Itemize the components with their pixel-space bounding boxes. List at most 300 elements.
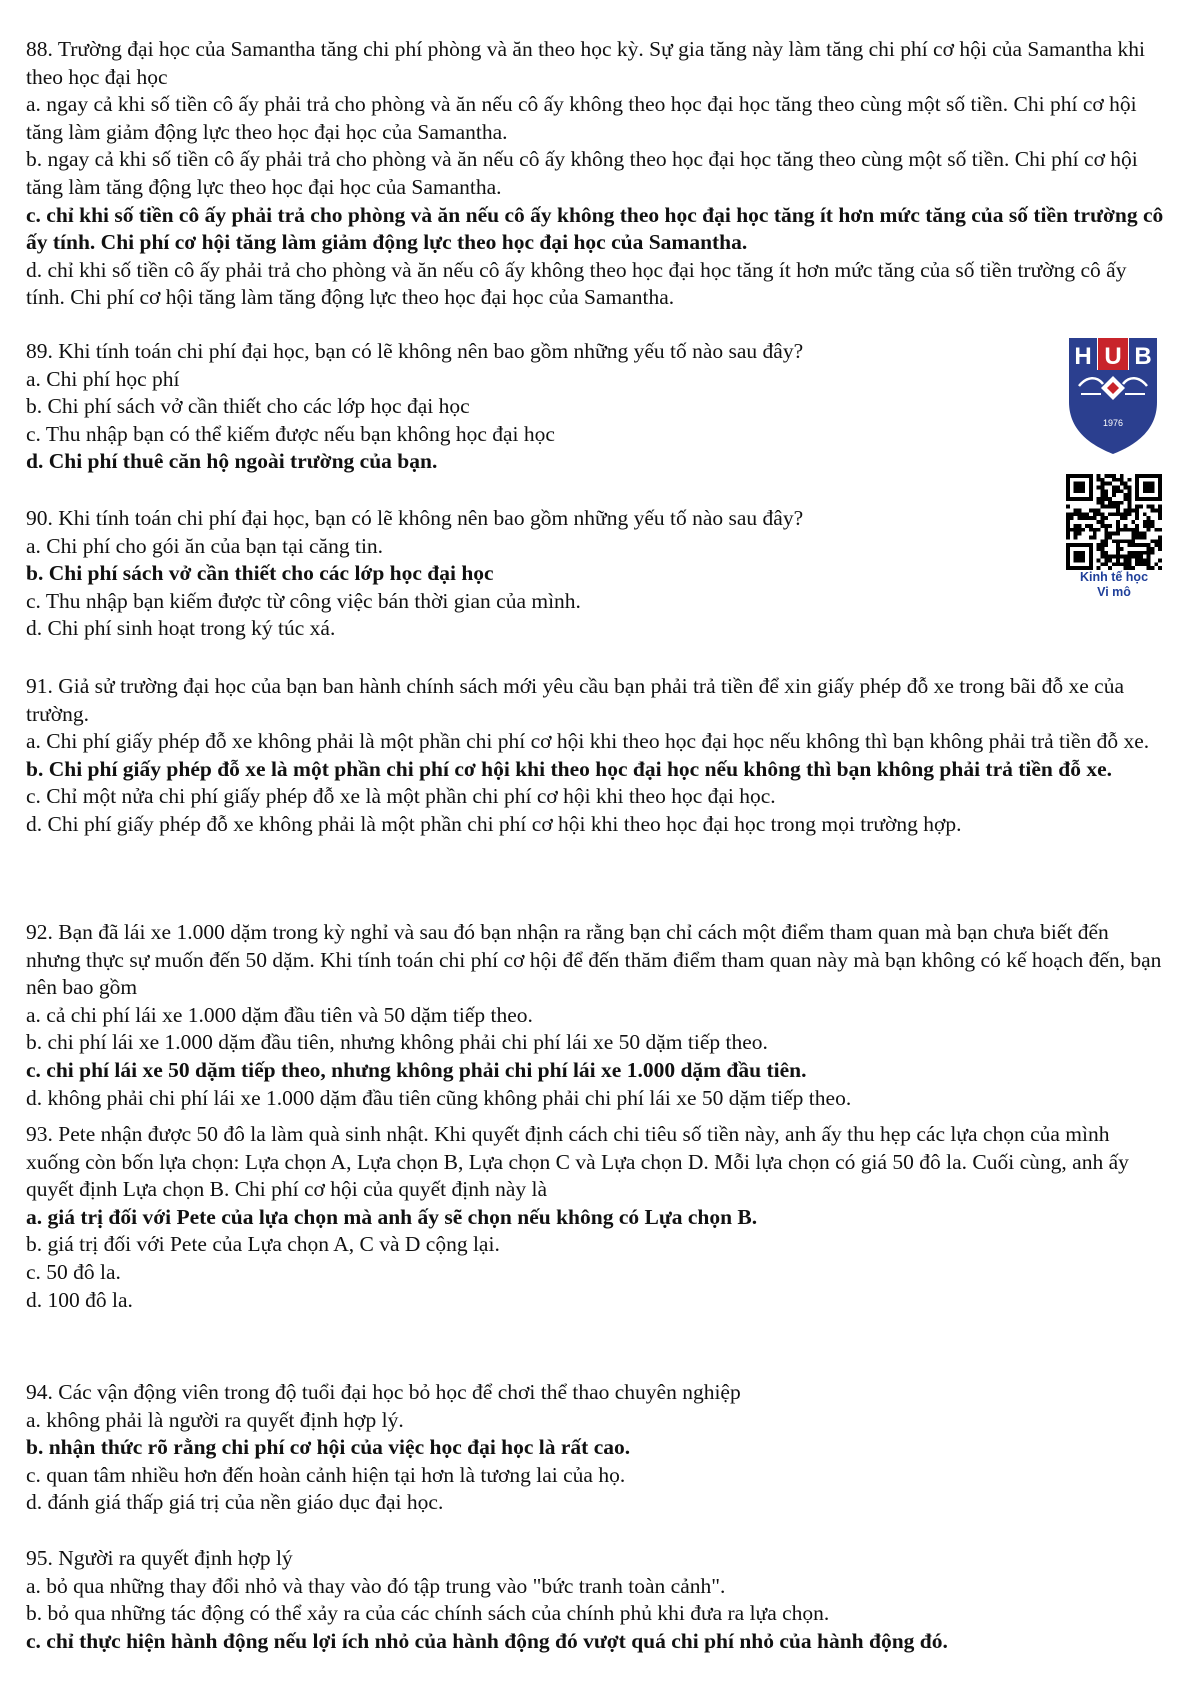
qr-finder-inner bbox=[1074, 482, 1086, 494]
qr-module bbox=[1158, 566, 1162, 570]
qr-module bbox=[1147, 547, 1151, 551]
logo-letter-h: H bbox=[1074, 343, 1092, 370]
question-94 bbox=[26, 1379, 1166, 1517]
qr-module bbox=[1120, 528, 1124, 532]
option-b-answer: b. Chi phí sách vở cần thiết cho các lớp học đại học bbox=[26, 561, 494, 586]
qr-module bbox=[1066, 528, 1070, 532]
qr-module bbox=[1120, 501, 1124, 505]
qr-module bbox=[1112, 489, 1116, 493]
qr-module bbox=[1085, 524, 1089, 528]
option-b: b. bỏ qua những tác động có thể xảy ra của các chính sách của chính phủ khi đưa ra lựa chọn. bbox=[26, 1601, 830, 1626]
qr-module bbox=[1078, 516, 1082, 520]
qr-module bbox=[1124, 539, 1128, 543]
qr-module bbox=[1097, 558, 1101, 562]
option-d: d. Chi phí sinh hoạt trong ký túc xá. bbox=[26, 616, 336, 641]
qr-module bbox=[1116, 547, 1120, 551]
question-90 bbox=[26, 505, 1026, 643]
qr-module bbox=[1158, 516, 1162, 520]
qr-module bbox=[1143, 558, 1147, 562]
qr-module bbox=[1066, 524, 1070, 528]
qr-module bbox=[1101, 539, 1105, 543]
option-b: b. giá trị đối với Pete của Lựa chọn A, C và D cộng lại. bbox=[26, 1232, 500, 1257]
qr-caption-subtitle: Vi mô bbox=[1097, 585, 1131, 599]
qr-module bbox=[1131, 528, 1135, 532]
qr-module bbox=[1150, 566, 1154, 570]
option-d: d. không phải chi phí lái xe 1.000 dặm đầu tiên cũng không phải chi phí lái xe 50 dặm tiếp theo. bbox=[26, 1085, 852, 1110]
qr-module bbox=[1158, 528, 1162, 532]
qr-module bbox=[1081, 528, 1085, 532]
qr-module bbox=[1135, 558, 1139, 562]
qr-module bbox=[1104, 516, 1108, 520]
qr-module bbox=[1158, 547, 1162, 551]
option-d: d. đánh giá thấp giá trị của nền giáo dục đại học. bbox=[26, 1490, 444, 1515]
qr-module bbox=[1101, 551, 1105, 555]
qr-module bbox=[1104, 474, 1108, 478]
qr-module bbox=[1112, 555, 1116, 559]
qr-module bbox=[1093, 516, 1097, 520]
qr-module bbox=[1089, 528, 1093, 532]
qr-module bbox=[1131, 535, 1135, 539]
qr-module bbox=[1104, 524, 1108, 528]
qr-module bbox=[1158, 535, 1162, 539]
qr-module bbox=[1147, 520, 1151, 524]
option-a: a. Chi phí giấy phép đỗ xe không phải là một phần chi phí cơ hội khi theo học đại học nếu không thì bạn không phải trả tiền đỗ xe. bbox=[26, 729, 1150, 754]
qr-module bbox=[1120, 555, 1124, 559]
qr-module bbox=[1112, 505, 1116, 509]
qr-module bbox=[1097, 543, 1101, 547]
qr-module bbox=[1104, 539, 1108, 543]
qr-module bbox=[1127, 528, 1131, 532]
qr-module bbox=[1116, 528, 1120, 532]
question-93 bbox=[26, 1121, 1166, 1314]
qr-module bbox=[1143, 562, 1147, 566]
option-c: c. Thu nhập bạn kiếm được từ công việc bán thời gian của mình. bbox=[26, 588, 581, 613]
qr-module bbox=[1154, 509, 1158, 513]
qr-module bbox=[1135, 512, 1139, 516]
qr-module bbox=[1147, 524, 1151, 528]
qr-module bbox=[1104, 551, 1108, 555]
qr-module bbox=[1078, 524, 1082, 528]
qr-module bbox=[1116, 551, 1120, 555]
qr-module bbox=[1101, 562, 1105, 566]
qr-module bbox=[1135, 562, 1139, 566]
qr-module bbox=[1101, 505, 1105, 509]
qr-module bbox=[1124, 516, 1128, 520]
qr-module bbox=[1089, 524, 1093, 528]
question-stem: 90. Khi tính toán chi phí đại học, bạn có lẽ không nên bao gồm những yếu tố nào sau đây? bbox=[26, 506, 804, 530]
qr-module bbox=[1108, 505, 1112, 509]
qr-module bbox=[1116, 562, 1120, 566]
qr-module bbox=[1108, 501, 1112, 505]
qr-module bbox=[1101, 486, 1105, 490]
logo-year: 1976 bbox=[1102, 418, 1124, 428]
qr-module bbox=[1097, 501, 1101, 505]
qr-module bbox=[1127, 489, 1131, 493]
qr-module bbox=[1104, 535, 1108, 539]
qr-module bbox=[1101, 547, 1105, 551]
qr-module bbox=[1135, 555, 1139, 559]
option-a: a. không phải là người ra quyết định hợp lý. bbox=[26, 1407, 404, 1432]
qr-module bbox=[1097, 520, 1101, 524]
qr-module bbox=[1135, 543, 1139, 547]
qr-module bbox=[1120, 478, 1124, 482]
option-d: d. 100 đô la. bbox=[26, 1287, 133, 1312]
qr-module bbox=[1154, 539, 1158, 543]
qr-module bbox=[1116, 558, 1120, 562]
qr-module bbox=[1147, 528, 1151, 532]
qr-module bbox=[1085, 512, 1089, 516]
qr-module bbox=[1154, 528, 1158, 532]
qr-module bbox=[1147, 543, 1151, 547]
qr-module bbox=[1074, 535, 1078, 539]
option-c-answer: c. chỉ khi số tiền cô ấy phải trả cho phòng và ăn nếu cô ấy không theo học đại học tăng ít hơn mức tăng của số tiền trường cô ấy tính. Chi phí cơ hội tăng làm giảm động lực theo học đại học của Samantha. bbox=[26, 202, 1164, 255]
qr-module bbox=[1116, 539, 1120, 543]
qr-module bbox=[1116, 478, 1120, 482]
qr-module bbox=[1089, 509, 1093, 513]
qr-module bbox=[1108, 532, 1112, 536]
qr-module bbox=[1147, 551, 1151, 555]
qr-module bbox=[1120, 547, 1124, 551]
qr-module bbox=[1104, 555, 1108, 559]
qr-module bbox=[1101, 516, 1105, 520]
qr-module bbox=[1066, 520, 1070, 524]
question-92 bbox=[26, 919, 1166, 1112]
qr-module bbox=[1120, 489, 1124, 493]
qr-module bbox=[1124, 558, 1128, 562]
qr-module bbox=[1112, 478, 1116, 482]
qr-module bbox=[1127, 478, 1131, 482]
option-d: d. Chi phí giấy phép đỗ xe không phải là một phần chi phí cơ hội khi theo học đại học trong mọi trường hợp. bbox=[26, 811, 962, 836]
qr-module bbox=[1120, 512, 1124, 516]
qr-module bbox=[1120, 516, 1124, 520]
qr-module bbox=[1074, 524, 1078, 528]
qr-module bbox=[1127, 558, 1131, 562]
qr-module bbox=[1116, 512, 1120, 516]
qr-module bbox=[1097, 486, 1101, 490]
qr-module bbox=[1104, 497, 1108, 501]
question-stem: 88. Trường đại học của Samantha tăng chi phí phòng và ăn theo học kỳ. Sự gia tăng này làm tăng chi phí cơ hội của Samantha khi theo học đại học bbox=[26, 37, 1146, 89]
qr-module bbox=[1131, 532, 1135, 536]
option-b: b. chi phí lái xe 1.000 dặm đầu tiên, nhưng không phải chi phí lái xe 50 dặm tiếp theo. bbox=[26, 1030, 768, 1055]
qr-module bbox=[1112, 562, 1116, 566]
qr-module bbox=[1131, 543, 1135, 547]
qr-module bbox=[1116, 486, 1120, 490]
qr-module bbox=[1104, 543, 1108, 547]
qr-module bbox=[1147, 555, 1151, 559]
logo-letter-b: B bbox=[1134, 343, 1152, 370]
question-stem: 94. Các vận động viên trong độ tuổi đại học bỏ học để chơi thể thao chuyên nghiệp bbox=[26, 1380, 741, 1404]
option-c-answer: c. chi phí lái xe 50 dặm tiếp theo, nhưng không phải chi phí lái xe 1.000 dặm đầu tiên. bbox=[26, 1057, 807, 1082]
qr-module bbox=[1143, 551, 1147, 555]
qr-module bbox=[1127, 551, 1131, 555]
qr-module bbox=[1158, 505, 1162, 509]
option-a: a. bỏ qua những thay đổi nhỏ và thay vào đó tập trung vào "bức tranh toàn cảnh". bbox=[26, 1573, 726, 1598]
qr-module bbox=[1120, 562, 1124, 566]
qr-module bbox=[1135, 535, 1139, 539]
qr-module bbox=[1131, 555, 1135, 559]
qr-module bbox=[1147, 505, 1151, 509]
qr-module bbox=[1108, 535, 1112, 539]
qr-code-icon[interactable] bbox=[1066, 474, 1162, 570]
qr-module bbox=[1074, 512, 1078, 516]
qr-module bbox=[1124, 524, 1128, 528]
qr-module bbox=[1101, 543, 1105, 547]
option-a-answer: a. giá trị đối với Pete của lựa chọn mà anh ấy sẽ chọn nếu không có Lựa chọn B. bbox=[26, 1204, 758, 1229]
qr-module bbox=[1116, 543, 1120, 547]
qr-module bbox=[1070, 528, 1074, 532]
option-b: b. Chi phí sách vở cần thiết cho các lớp học đại học bbox=[26, 394, 470, 419]
qr-module bbox=[1108, 497, 1112, 501]
qr-module bbox=[1154, 543, 1158, 547]
qr-module bbox=[1097, 474, 1101, 478]
qr-module bbox=[1147, 558, 1151, 562]
option-a: a. cả chi phí lái xe 1.000 dặm đầu tiên và 50 dặm tiếp theo. bbox=[26, 1002, 533, 1027]
qr-module bbox=[1150, 509, 1154, 513]
qr-module bbox=[1085, 516, 1089, 520]
qr-module bbox=[1135, 524, 1139, 528]
qr-module bbox=[1143, 520, 1147, 524]
qr-module bbox=[1139, 505, 1143, 509]
question-95 bbox=[26, 1545, 1166, 1655]
qr-module bbox=[1124, 528, 1128, 532]
qr-module bbox=[1124, 555, 1128, 559]
question-stem: 91. Giả sử trường đại học của bạn ban hành chính sách mới yêu cầu bạn phải trả tiền để xin giấy phép đỗ xe trong bãi đỗ xe của trường. bbox=[26, 674, 1125, 726]
qr-module bbox=[1139, 555, 1143, 559]
logo-letter-u: U bbox=[1104, 343, 1122, 370]
qr-module bbox=[1124, 512, 1128, 516]
qr-module bbox=[1158, 543, 1162, 547]
qr-finder-inner bbox=[1074, 551, 1086, 563]
qr-module bbox=[1124, 497, 1128, 501]
qr-caption-title: Kinh tế học bbox=[1079, 570, 1149, 584]
qr-module bbox=[1135, 551, 1139, 555]
qr-module bbox=[1139, 543, 1143, 547]
qr-module bbox=[1124, 486, 1128, 490]
question-stem: 93. Pete nhận được 50 đô la làm quà sinh nhật. Khi quyết định cách chi tiêu số tiền này, anh ấy thu hẹp các lựa chọn của mình xuống còn bốn lựa chọn: Lựa chọn A, Lựa chọn B, Lựa chọn C và Lựa chọn D. Mỗi lựa chọn có giá 50 đô la. Cuối cùng, anh ấy quyết định Lựa chọn B. Chi phí cơ hội của quyết định này là bbox=[26, 1122, 1129, 1202]
qr-module bbox=[1150, 520, 1154, 524]
qr-module bbox=[1104, 489, 1108, 493]
qr-module bbox=[1108, 555, 1112, 559]
qr-module bbox=[1131, 520, 1135, 524]
qr-module bbox=[1093, 535, 1097, 539]
qr-module bbox=[1108, 524, 1112, 528]
qr-module bbox=[1154, 562, 1158, 566]
qr-module bbox=[1135, 505, 1139, 509]
qr-module bbox=[1112, 486, 1116, 490]
qr-module bbox=[1131, 551, 1135, 555]
option-d-answer: d. Chi phí thuê căn hộ ngoài trường của bạn. bbox=[26, 449, 438, 474]
qr-module bbox=[1078, 528, 1082, 532]
qr-module bbox=[1116, 532, 1120, 536]
qr-module bbox=[1116, 509, 1120, 513]
question-stem: 95. Người ra quyết định hợp lý bbox=[26, 1546, 293, 1570]
qr-module bbox=[1097, 528, 1101, 532]
qr-module bbox=[1101, 512, 1105, 516]
qr-module bbox=[1101, 493, 1105, 497]
qr-module bbox=[1135, 528, 1139, 532]
qr-module bbox=[1124, 482, 1128, 486]
qr-module bbox=[1127, 539, 1131, 543]
qr-module bbox=[1081, 516, 1085, 520]
qr-module bbox=[1143, 512, 1147, 516]
qr-module bbox=[1139, 532, 1143, 536]
qr-module bbox=[1127, 509, 1131, 513]
qr-module bbox=[1127, 543, 1131, 547]
option-c: c. Chỉ một nửa chi phí giấy phép đỗ xe là một phần chi phí cơ hội khi theo học đại học. bbox=[26, 784, 776, 809]
qr-module bbox=[1139, 551, 1143, 555]
qr-module bbox=[1070, 512, 1074, 516]
option-d: d. chỉ khi số tiền cô ấy phải trả cho phòng và ăn nếu cô ấy không theo học đại học tăng ít hơn mức tăng của số tiền trường cô ấy tính. Chi phí cơ hội tăng làm tăng động lực theo học đại học của Samantha. bbox=[26, 257, 1127, 310]
qr-module bbox=[1101, 482, 1105, 486]
qr-module bbox=[1116, 524, 1120, 528]
qr-module bbox=[1112, 474, 1116, 478]
qr-module bbox=[1097, 497, 1101, 501]
qr-module bbox=[1108, 482, 1112, 486]
qr-module bbox=[1089, 535, 1093, 539]
qr-module bbox=[1158, 509, 1162, 513]
qr-module bbox=[1120, 474, 1124, 478]
qr-module bbox=[1104, 528, 1108, 532]
qr-module bbox=[1112, 539, 1116, 543]
qr-module bbox=[1097, 512, 1101, 516]
qr-module bbox=[1097, 509, 1101, 513]
qr-module bbox=[1135, 509, 1139, 513]
qr-module bbox=[1097, 478, 1101, 482]
option-a: a. ngay cả khi số tiền cô ấy phải trả cho phòng và ăn nếu cô ấy không theo học đại học tăng theo cùng một số tiền. Chi phí cơ hội tăng làm giảm động lực theo học đại học của Samantha. bbox=[26, 92, 1137, 144]
qr-module bbox=[1116, 501, 1120, 505]
qr-module bbox=[1101, 520, 1105, 524]
qr-module bbox=[1066, 535, 1070, 539]
qr-module bbox=[1104, 558, 1108, 562]
qr-module bbox=[1158, 558, 1162, 562]
qr-module bbox=[1112, 493, 1116, 497]
qr-module bbox=[1124, 562, 1128, 566]
option-c-answer: c. chỉ thực hiện hành động nếu lợi ích nhỏ của hành động đó vượt quá chi phí nhỏ của hành động đó. bbox=[26, 1628, 948, 1653]
qr-module bbox=[1093, 528, 1097, 532]
qr-module bbox=[1104, 493, 1108, 497]
option-a: a. Chi phí học phí bbox=[26, 366, 180, 391]
qr-module bbox=[1070, 516, 1074, 520]
qr-module bbox=[1147, 562, 1151, 566]
qr-module bbox=[1127, 512, 1131, 516]
qr-module bbox=[1139, 535, 1143, 539]
qr-module bbox=[1127, 493, 1131, 497]
qr-module bbox=[1127, 555, 1131, 559]
qr-module bbox=[1116, 520, 1120, 524]
qr-module bbox=[1104, 482, 1108, 486]
qr-module bbox=[1104, 532, 1108, 536]
qr-module bbox=[1143, 543, 1147, 547]
qr-module bbox=[1093, 509, 1097, 513]
qr-module bbox=[1101, 501, 1105, 505]
qr-module bbox=[1101, 524, 1105, 528]
option-c: c. Thu nhập bạn có thể kiếm được nếu bạn không học đại học bbox=[26, 421, 555, 446]
qr-module bbox=[1116, 555, 1120, 559]
qr-module bbox=[1139, 562, 1143, 566]
qr-module bbox=[1143, 535, 1147, 539]
qr-module bbox=[1131, 509, 1135, 513]
question-stem: 92. Bạn đã lái xe 1.000 dặm trong kỳ nghỉ và sau đó bạn nhận ra rằng bạn chỉ cách một điểm tham quan mà bạn chưa biết đến nhưng thực sự muốn đến 50 dặm. Khi tính toán chi phí cơ hội để đến thăm điểm tham quan này mà bạn không có kế hoạch đến, bạn nên bao gồm bbox=[26, 920, 1162, 1000]
qr-module bbox=[1127, 505, 1131, 509]
qr-module bbox=[1066, 512, 1070, 516]
qr-module bbox=[1112, 501, 1116, 505]
qr-module bbox=[1127, 486, 1131, 490]
qr-module bbox=[1127, 562, 1131, 566]
qr-module bbox=[1112, 532, 1116, 536]
qr-module bbox=[1066, 516, 1070, 520]
qr-module bbox=[1150, 551, 1154, 555]
qr-module bbox=[1158, 512, 1162, 516]
qr-module bbox=[1104, 505, 1108, 509]
qr-module bbox=[1093, 532, 1097, 536]
qr-module bbox=[1108, 558, 1112, 562]
qr-module bbox=[1143, 532, 1147, 536]
qr-module bbox=[1127, 501, 1131, 505]
option-b-answer: b. Chi phí giấy phép đỗ xe là một phần chi phí cơ hội khi theo học đại học nếu không thì bạn không phải trả tiền đỗ xe. bbox=[26, 756, 1113, 781]
question-89 bbox=[26, 338, 1026, 476]
qr-module bbox=[1139, 558, 1143, 562]
qr-module bbox=[1101, 497, 1105, 501]
question-91 bbox=[26, 673, 1166, 839]
question-stem: 89. Khi tính toán chi phí đại học, bạn có lẽ không nên bao gồm những yếu tố nào sau đây? bbox=[26, 339, 804, 363]
qr-module bbox=[1101, 478, 1105, 482]
qr-module bbox=[1081, 512, 1085, 516]
qr-module bbox=[1066, 505, 1070, 509]
qr-module bbox=[1104, 562, 1108, 566]
qr-module bbox=[1097, 547, 1101, 551]
qr-module bbox=[1120, 482, 1124, 486]
qr-block bbox=[1062, 474, 1166, 600]
qr-module bbox=[1078, 509, 1082, 513]
option-a: a. Chi phí cho gói ăn của bạn tại căng tin. bbox=[26, 533, 384, 558]
option-c: c. 50 đô la. bbox=[26, 1259, 121, 1284]
qr-module bbox=[1150, 505, 1154, 509]
qr-module bbox=[1089, 516, 1093, 520]
qr-module bbox=[1147, 516, 1151, 520]
qr-module bbox=[1078, 512, 1082, 516]
qr-module bbox=[1116, 505, 1120, 509]
qr-module bbox=[1124, 493, 1128, 497]
qr-module bbox=[1120, 539, 1124, 543]
qr-module bbox=[1135, 532, 1139, 536]
qr-module bbox=[1158, 539, 1162, 543]
qr-module bbox=[1066, 532, 1070, 536]
qr-module bbox=[1093, 512, 1097, 516]
qr-module bbox=[1101, 489, 1105, 493]
qr-module bbox=[1131, 539, 1135, 543]
hub-logo bbox=[1067, 336, 1159, 456]
qr-module bbox=[1135, 516, 1139, 520]
qr-finder-inner bbox=[1143, 482, 1155, 494]
qr-module bbox=[1127, 497, 1131, 501]
question-88 bbox=[26, 36, 1166, 312]
qr-module bbox=[1124, 509, 1128, 513]
qr-module bbox=[1074, 528, 1078, 532]
qr-module bbox=[1074, 532, 1078, 536]
qr-module bbox=[1108, 512, 1112, 516]
qr-module bbox=[1143, 524, 1147, 528]
qr-module bbox=[1150, 547, 1154, 551]
qr-module bbox=[1101, 555, 1105, 559]
qr-module bbox=[1108, 474, 1112, 478]
qr-module bbox=[1150, 539, 1154, 543]
option-c: c. quan tâm nhiều hơn đến hoàn cảnh hiện tại hơn là tương lai của họ. bbox=[26, 1462, 626, 1487]
option-b-answer: b. nhận thức rõ rằng chi phí cơ hội của việc học đại học là rất cao. bbox=[26, 1435, 631, 1460]
qr-module bbox=[1112, 512, 1116, 516]
option-b: b. ngay cả khi số tiền cô ấy phải trả cho phòng và ăn nếu cô ấy không theo học đại học tăng theo cùng một số tiền. Chi phí cơ hội tăng làm tăng động lực theo học đại học của Samantha. bbox=[26, 147, 1138, 199]
qr-module bbox=[1078, 532, 1082, 536]
qr-module bbox=[1116, 489, 1120, 493]
